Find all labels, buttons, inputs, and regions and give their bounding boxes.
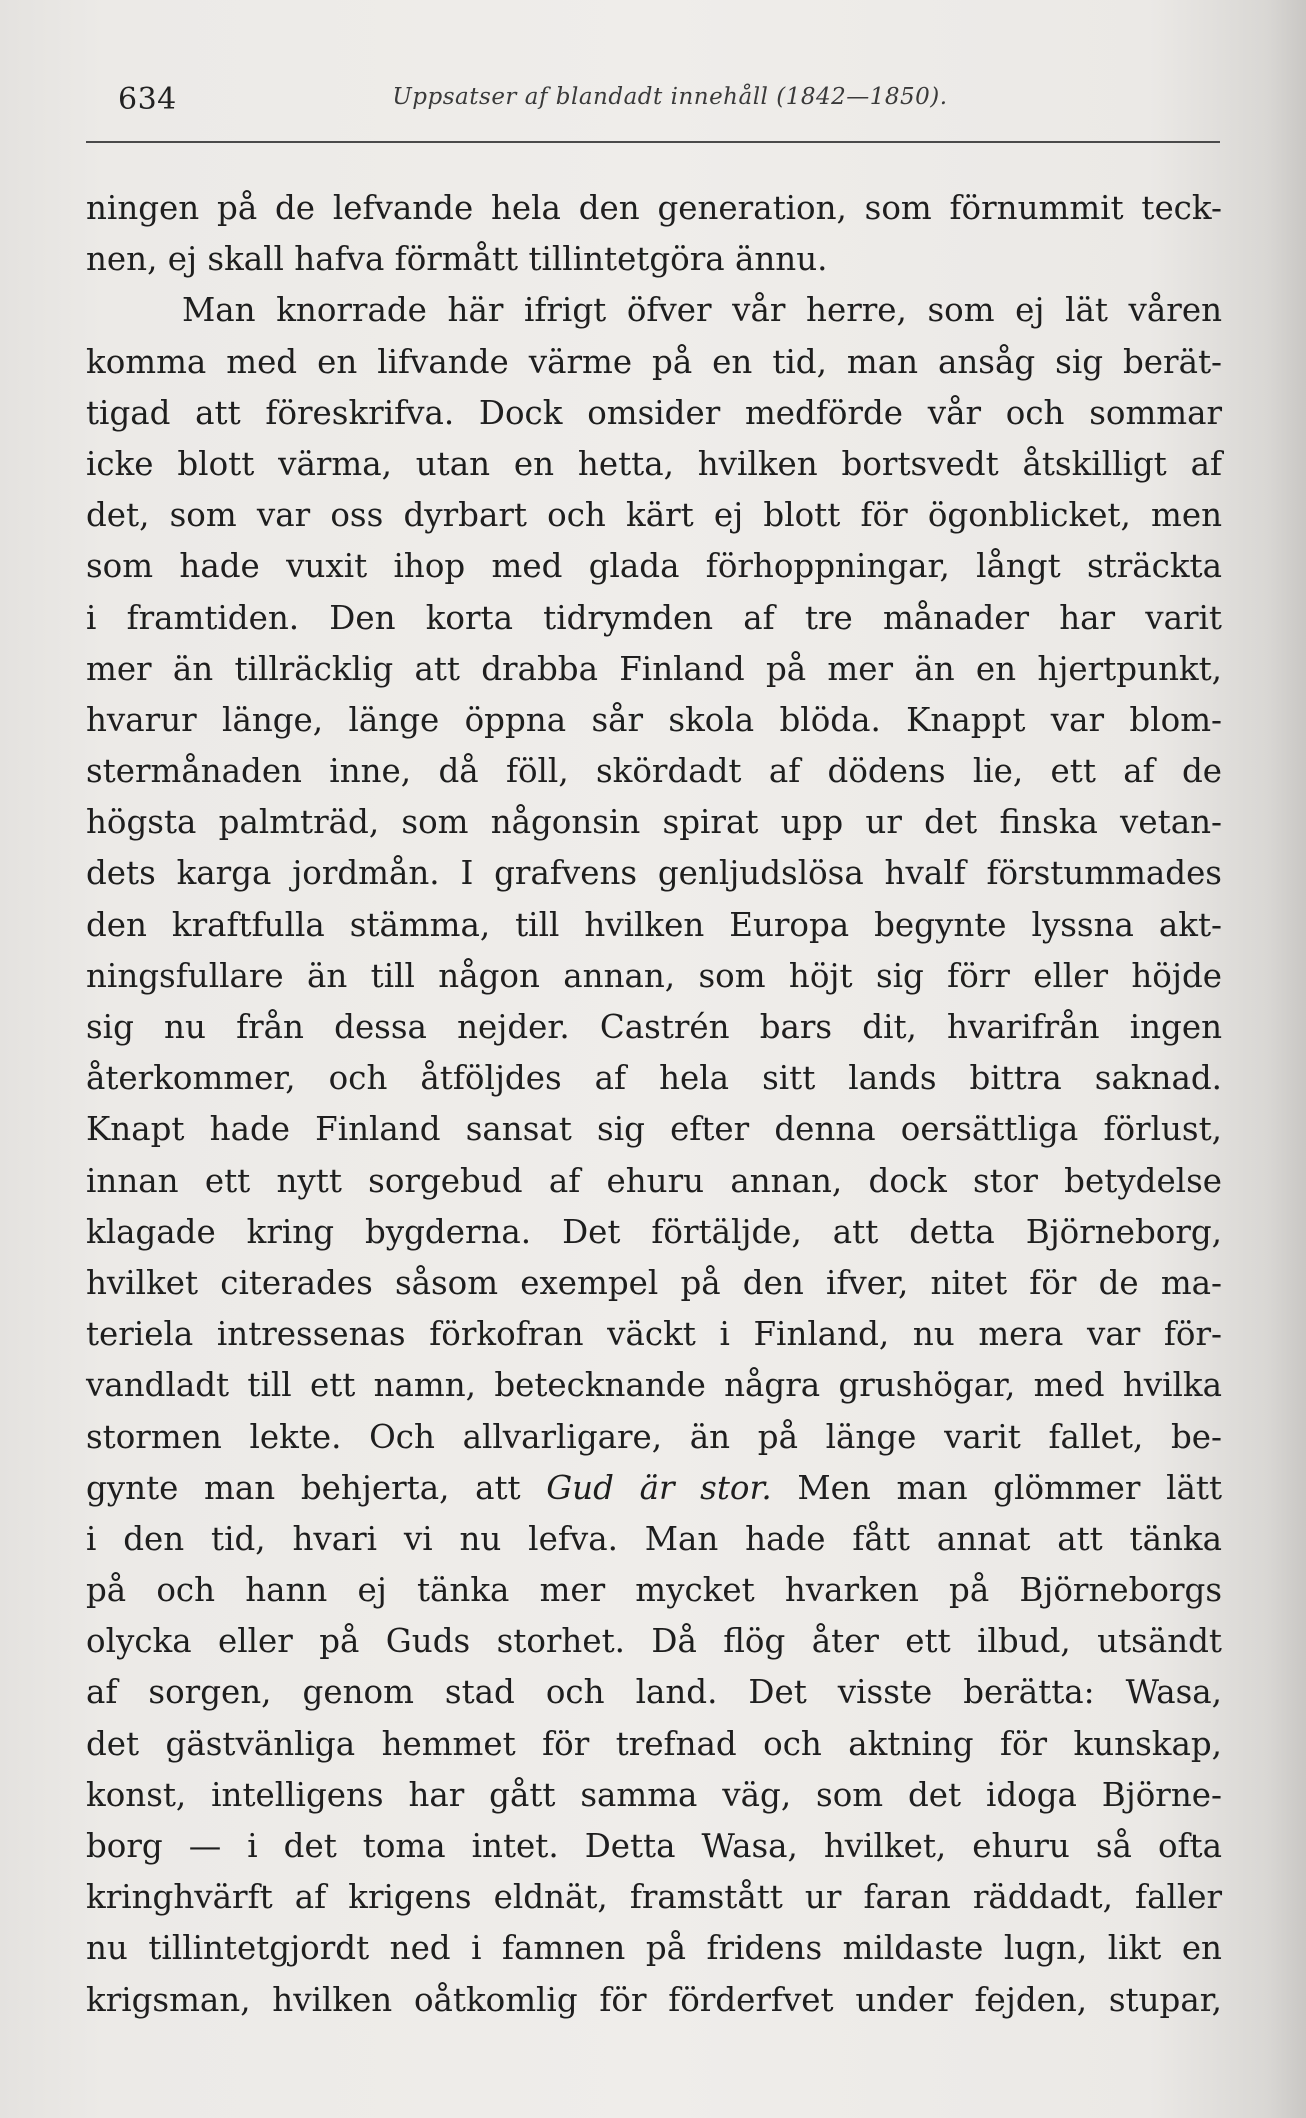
text-line: det, som var oss dyrbart och kärt ej blott för ögonblicket, men — [86, 496, 1222, 535]
text-line: det gästvänliga hemmet för trefnad och aktning för kunskap, — [86, 1724, 1222, 1763]
text-line: i framtiden. Den korta tidrymden af tre månader har varit — [86, 598, 1222, 637]
text-line: mer än tillräcklig att drabba Finland på mer än en hjertpunkt, — [86, 649, 1222, 688]
text-line: stermånaden inne, då föll, skördadt af dödens lie, ett af de — [86, 752, 1222, 791]
text-line: nu tillintetgjordt ned i famnen på fridens mildaste lugn, likt en — [86, 1929, 1222, 1968]
italic-phrase: Gud är stor. — [546, 1468, 772, 1507]
text-line: i den tid, hvari vi nu lefva. Man hade fått annat att tänka — [86, 1519, 1222, 1558]
text-line: af sorgen, genom stad och land. Det visste berätta: Wasa, — [86, 1673, 1222, 1712]
text-line: hvilket citerades såsom exempel på den ifver, nitet för de ma- — [86, 1263, 1222, 1302]
text-line: borg — i det toma intet. Detta Wasa, hvilket, ehuru så ofta — [86, 1827, 1222, 1865]
text-line: teriela intressenas förkofran väckt i Finland, nu mera var för- — [86, 1315, 1222, 1354]
page-number: 634 — [118, 82, 177, 117]
text-line: innan ett nytt sorgebud af ehuru annan, dock stor betydelse — [86, 1161, 1222, 1200]
text-line: icke blott värma, utan en hetta, hvilken bortsvedt åtskilligt af — [86, 444, 1222, 483]
text-line: nen, ej skall hafva förmått tillintetgöra ännu. — [86, 240, 828, 279]
text-line: återkommer, och åtföljdes af hela sitt lands bittra saknad. — [86, 1059, 1222, 1098]
text-segment: Men man glömmer lätt — [771, 1468, 1223, 1507]
text-line: som hade vuxit ihop med glada förhoppningar, långt sträckta — [86, 547, 1222, 586]
text-line: den kraftfulla stämma, till hvilken Europa begynte lyssna akt- — [86, 905, 1222, 944]
text-line: ningen på de lefvande hela den generation, som förnummit teck- — [86, 189, 1222, 227]
text-line: krigsman, hvilken oåtkomlig för förderfvet under fejden, stupar, — [86, 1980, 1222, 2019]
text-line: sig nu från dessa nejder. Castrén bars dit, hvarifrån ingen — [86, 1008, 1222, 1046]
text-line: olycka eller på Guds storhet. Då flög åter ett ilbud, utsändt — [86, 1622, 1222, 1661]
running-head: Uppsatser af blandadt innehåll (1842—1850). — [392, 84, 948, 110]
page-header — [118, 78, 1222, 122]
text-line: stormen lekte. Och allvarligare, än på länge varit fallet, be- — [86, 1417, 1222, 1456]
text-line: dets karga jordmån. I grafvens genljudslösa hvalf förstummades — [86, 854, 1222, 893]
text-line: Man knorrade här ifrigt öfver vår herre, som ej lät våren — [182, 291, 1222, 330]
header-rule — [86, 141, 1220, 143]
text-line: vandladt till ett namn, betecknande några grushögar, med hvilka — [86, 1366, 1222, 1405]
text-line: på och hann ej tänka mer mycket hvarken på Björneborgs — [86, 1571, 1222, 1610]
text-line: klagade kring bygderna. Det förtäljde, att detta Björneborg, — [86, 1212, 1222, 1251]
text-segment: gynte man behjerta, att — [86, 1468, 547, 1507]
text-line: ningsfullare än till någon annan, som höjt sig förr eller höjde — [86, 956, 1222, 995]
text-line: konst, intelligens har gått samma väg, som det idoga Björne- — [86, 1775, 1222, 1814]
text-line: kringhvärft af krigens eldnät, framstått ur faran räddadt, faller — [86, 1878, 1222, 1917]
text-line: högsta palmträd, som någonsin spirat upp ur det finska vetan- — [86, 803, 1222, 842]
body-text — [86, 183, 1222, 2026]
text-line: komma med en lifvande värme på en tid, man ansåg sig berät- — [86, 342, 1222, 381]
text-line: hvarur länge, länge öppna sår skola blöda. Knappt var blom- — [86, 700, 1222, 739]
text-line-with-italic — [86, 1463, 1222, 1514]
text-line: Knapt hade Finland sansat sig efter denna oersättliga förlust, — [86, 1110, 1222, 1149]
text-line: tigad att föreskrifva. Dock omsider medförde vår och sommar — [86, 393, 1222, 432]
